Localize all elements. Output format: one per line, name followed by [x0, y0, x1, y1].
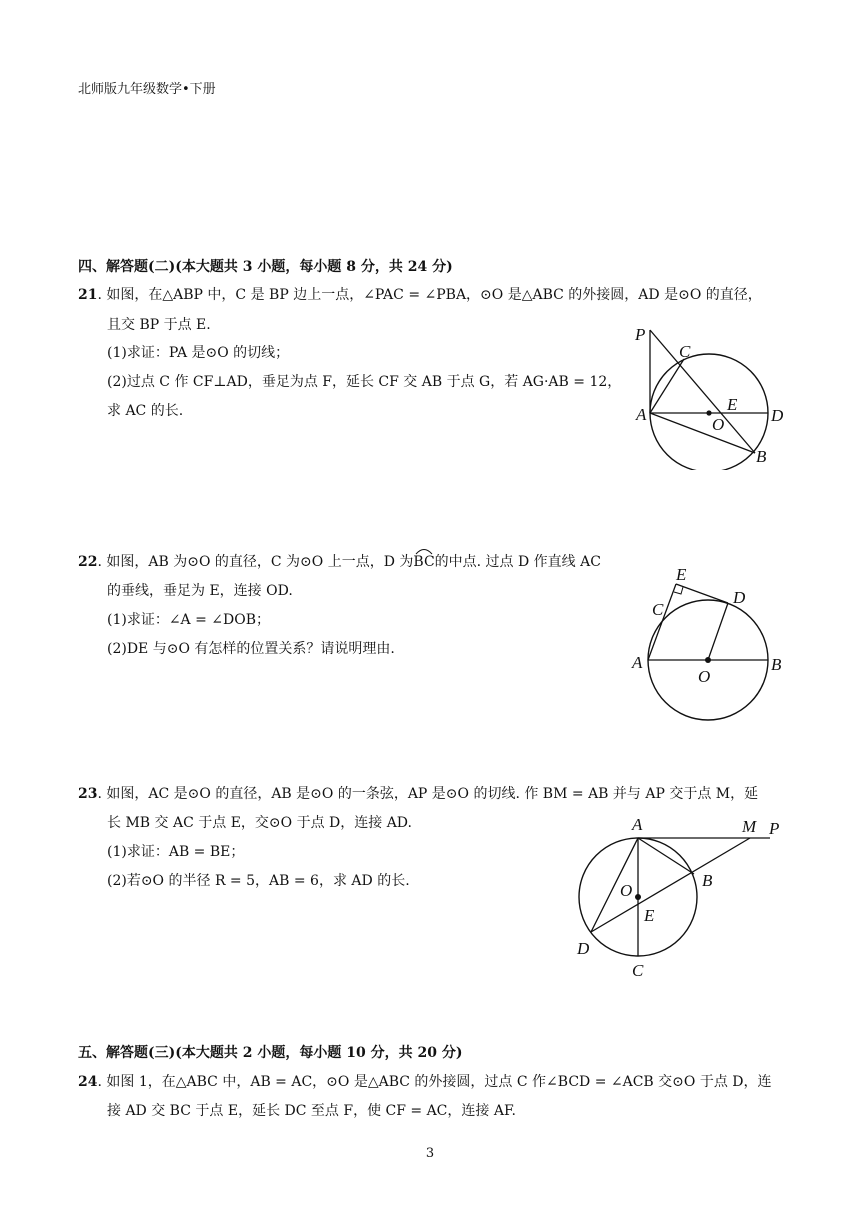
- q22-label-b: B: [771, 655, 782, 674]
- q23-figure: [570, 808, 790, 983]
- q21-text-1: . 如图，在△ABP 中，C 是 BP 边上一点，∠PAC = ∠PBA，⊙O 是△ABC 的外接圆，AD 是⊙O 的直径，: [97, 287, 762, 303]
- q23-text-1: . 如图，AC 是⊙O 的直径，AB 是⊙O 的一条弦，AP 是⊙O 的切线. 作 BM = AB 并与 AP 交于点 M，延: [97, 786, 759, 802]
- q21-center-dot: [706, 410, 711, 415]
- q21-part-2: (2)过点 C 作 CF⊥AD，垂足为点 F，延长 CF 交 AB 于点 G，若 AG·AB = 12，: [107, 374, 622, 390]
- q22-right-angle-mark: [674, 587, 683, 594]
- q21-segment-ac: [650, 359, 684, 413]
- q21-label-b: B: [756, 447, 767, 466]
- q21-segment-ab: [650, 413, 755, 453]
- q22-arc-bc: [413, 554, 434, 570]
- arc-symbol-icon: [415, 547, 433, 555]
- q24-number: 24: [78, 1074, 98, 1090]
- q22-label-a: A: [632, 653, 643, 672]
- q23-part-1: (1)求证：AB = BE；: [107, 844, 245, 860]
- q22-line-ae: [648, 584, 676, 660]
- q22-center-dot: [705, 657, 711, 663]
- q22-text-1b: 的中点. 过点 D 作直线 AC: [434, 554, 601, 570]
- q22-line-1: [78, 551, 601, 571]
- q21-label-d: D: [771, 406, 784, 425]
- q24-line-2: 接 AD 交 BC 于点 E，延长 DC 至点 F，使 CF = AC，连接 AF.: [107, 1103, 516, 1119]
- q22-segment-od: [708, 603, 728, 660]
- q22-figure: [628, 562, 793, 727]
- q23-label-o: O: [620, 881, 633, 900]
- q22-text-1a: . 如图，AB 为⊙O 的直径，C 为⊙O 上一点，D 为: [97, 554, 414, 570]
- q23-part-2: (2)若⊙O 的半径 R = 5，AB = 6，求 AD 的长.: [107, 873, 410, 889]
- q21-label-c: C: [679, 342, 691, 361]
- q22-label-c: C: [652, 600, 664, 619]
- q23-center-dot: [635, 894, 641, 900]
- q22-label-o: O: [698, 667, 711, 686]
- q24-text-1: . 如图 1，在△ABC 中，AB = AC，⊙O 是△ABC 的外接圆，过点 C 作∠BCD = ∠ACB 交⊙O 于点 D，连: [97, 1074, 772, 1090]
- book-header: 北师版九年级数学•下册: [78, 82, 216, 97]
- q23-label-c: C: [632, 961, 644, 980]
- section-5-title: 五、解答题(三)(本大题共 2 小题，每小题 10 分，共 20 分): [78, 1045, 463, 1061]
- q22-arc-text: BC: [413, 554, 435, 570]
- q23-label-b: B: [702, 871, 713, 890]
- q21-part-2b: 求 AC 的长.: [107, 403, 184, 419]
- q21-label-a: A: [636, 405, 647, 424]
- q22-label-d: D: [733, 588, 746, 607]
- q23-label-a: A: [632, 815, 643, 834]
- q23-chord-ab: [638, 838, 694, 874]
- q23-number: 23: [78, 786, 98, 802]
- q23-label-m: M: [742, 817, 757, 836]
- q21-line-1: [78, 284, 762, 304]
- q23-label-e: E: [644, 906, 655, 925]
- q23-label-d: D: [577, 939, 590, 958]
- q21-figure: [628, 320, 798, 470]
- q24-line-1: [78, 1071, 772, 1091]
- q22-number: 22: [78, 554, 98, 570]
- q21-segment-pb: [650, 330, 755, 453]
- q23-line-1: [78, 783, 758, 803]
- q21-label-o: O: [712, 415, 725, 434]
- q21-line-2: 且交 BP 于点 E.: [107, 317, 211, 333]
- q22-part-1: (1)求证：∠A = ∠DOB；: [107, 612, 271, 628]
- q22-part-2: (2)DE 与⊙O 有怎样的位置关系？请说明理由.: [107, 641, 395, 657]
- q21-number: 21: [78, 287, 98, 303]
- q21-label-e: E: [727, 395, 738, 414]
- q21-label-p: P: [635, 325, 646, 344]
- q23-line-2: 长 MB 交 AC 于点 E，交⊙O 于点 D，连接 AD.: [107, 815, 412, 831]
- page-number: 3: [425, 1146, 435, 1161]
- q23-label-p: P: [769, 819, 780, 838]
- q22-label-e: E: [676, 565, 687, 584]
- q21-part-1: (1)求证：PA 是⊙O 的切线；: [107, 345, 290, 361]
- q22-line-2: 的垂线，垂足为 E，连接 OD.: [107, 583, 293, 599]
- section-4-title: 四、解答题(二)(本大题共 3 小题，每小题 8 分，共 24 分): [78, 259, 453, 275]
